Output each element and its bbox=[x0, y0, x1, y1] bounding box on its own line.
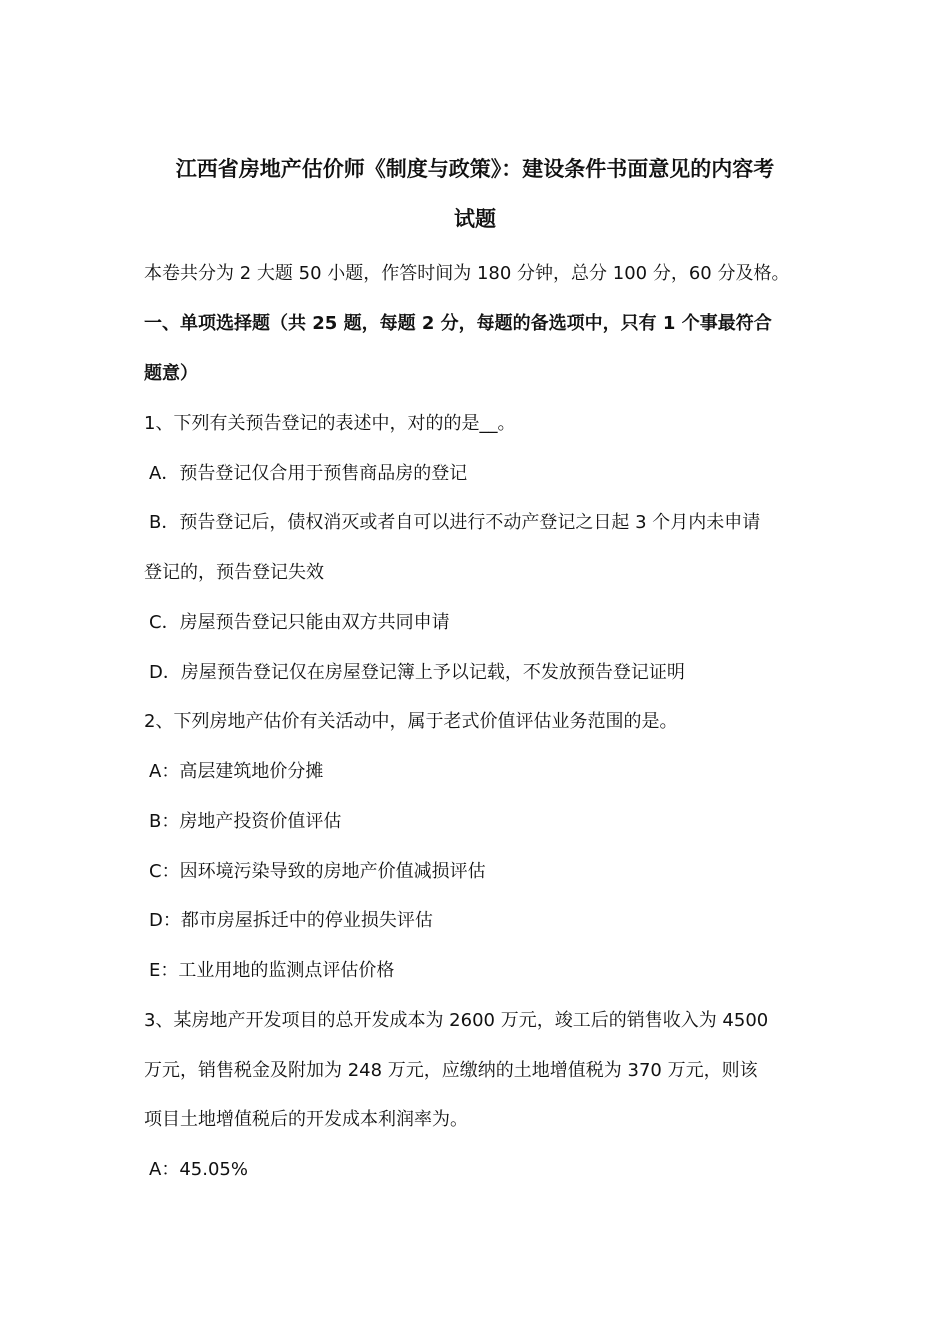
question-3-stem-line-3: 项目土地增值税后的开发成本利润率为。 bbox=[144, 1109, 468, 1130]
question-2-option-d: D：都市房屋拆迁中的停业损失评估 bbox=[149, 910, 433, 931]
question-2-option-a: A：高层建筑地价分摊 bbox=[149, 761, 324, 782]
section-heading-line-2: 题意） bbox=[144, 363, 198, 384]
question-2-option-e: E：工业用地的监测点评估价格 bbox=[149, 960, 395, 981]
question-1-option-b-line-2: 登记的，预告登记失效 bbox=[144, 562, 324, 583]
question-1-option-d: D．房屋预告登记仅在房屋登记簿上予以记载，不发放预告登记证明 bbox=[149, 662, 685, 683]
section-heading-line-1: 一、单项选择题（共 25 题，每题 2 分，每题的备选项中，只有 1 个事最符合 bbox=[144, 313, 772, 334]
question-3-stem-line-1: 3、某房地产开发项目的总开发成本为 2600 万元，竣工后的销售收入为 4500 bbox=[144, 1010, 769, 1031]
document-title-line-1: 江西省房地产估价师《制度与政策》：建设条件书面意见的内容考 bbox=[175, 157, 775, 181]
question-2-option-b: B：房地产投资价值评估 bbox=[149, 811, 342, 832]
question-1-option-a: A．预告登记仅合用于预售商品房的登记 bbox=[149, 463, 468, 484]
question-1-option-b-line-1: B．预告登记后，债权消灭或者自可以进行不动产登记之日起 3 个月内未申请 bbox=[149, 512, 761, 533]
question-1-option-c: C．房屋预告登记只能由双方共同申请 bbox=[149, 612, 450, 633]
exam-intro: 本卷共分为 2 大题 50 小题，作答时间为 180 分钟，总分 100 分，60 分及格。 bbox=[144, 263, 790, 284]
question-1-stem: 1、下列有关预告登记的表述中，对的的是__。 bbox=[144, 413, 516, 434]
document-title-line-2: 试题 bbox=[454, 207, 496, 231]
question-3-option-a: A：45.05% bbox=[149, 1159, 248, 1180]
question-2-stem: 2、下列房地产估价有关活动中，属于老式价值评估业务范围的是。 bbox=[144, 711, 678, 732]
question-2-option-c: C：因环境污染导致的房地产价值减损评估 bbox=[149, 861, 486, 882]
question-3-stem-line-2: 万元，销售税金及附加为 248 万元，应缴纳的土地增值税为 370 万元，则该 bbox=[144, 1060, 758, 1081]
